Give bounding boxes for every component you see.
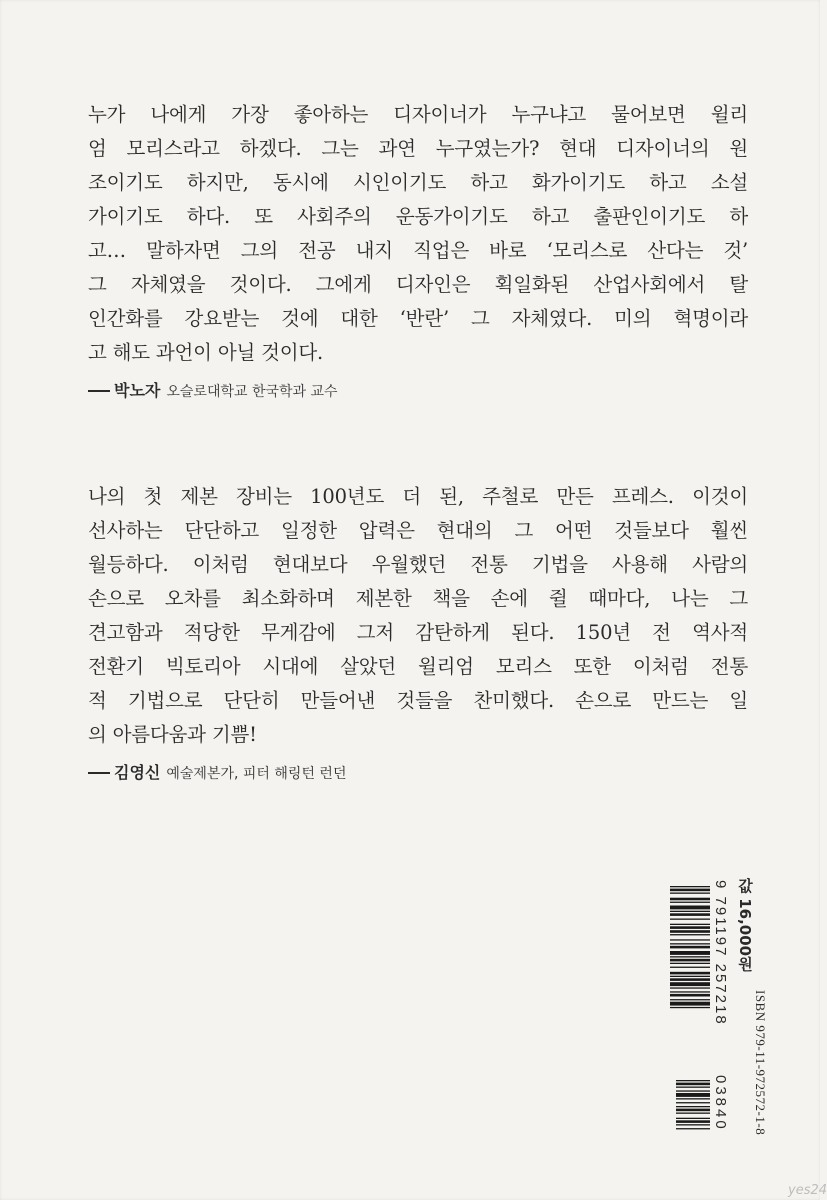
quote-line: 선사하는 단단하고 일정한 압력은 현대의 그 어떤 것들보다 훨씬 xyxy=(88,519,748,542)
author-name: 김영신 xyxy=(114,763,161,782)
quote-line: 인간화를 강요받는 것에 대한 ‘반란’ 그 자체였다. 미의 혁명이라 xyxy=(88,307,748,330)
barcode-digits: 9 791197 257218 xyxy=(712,880,729,1026)
quote-line: 전환기 빅토리아 시대에 살았던 윌리엄 모리스 또한 이처럼 전통 xyxy=(88,655,748,678)
quote-attribution xyxy=(88,762,748,785)
quote-attribution xyxy=(88,380,748,403)
quote-line: 가이기도 하다. 또 사회주의 운동가이기도 하고 출판인이기도 하 xyxy=(88,205,748,228)
blurb-quote-kim-youngshin xyxy=(88,480,748,785)
price-label: 값 16,000원 xyxy=(736,878,754,972)
quote-line: 월등하다. 이처럼 현대보다 우월했던 전통 기법을 사용해 사람의 xyxy=(88,553,748,576)
watermark-logo: yes24 xyxy=(788,1183,827,1198)
quote-line: 엄 모리스라고 하겠다. 그는 과연 누구였는가? 현대 디자이너의 원 xyxy=(88,137,748,160)
quote-line: 고… 말하자면 그의 전공 내지 직업은 바로 ‘모리스로 산다는 것’ xyxy=(88,239,748,262)
quote-line: 적 기법으로 단단히 만들어낸 것들을 찬미했다. 손으로 만드는 일 xyxy=(88,689,748,712)
quote-line: 손으로 오차를 최소화하며 제본한 책을 손에 쥘 때마다, 나는 그 xyxy=(88,587,748,610)
barcode-addon-digits: 03840 xyxy=(712,1075,729,1132)
author-role: 예술제본가, 피터 해링턴 런던 xyxy=(166,766,347,782)
author-name: 박노자 xyxy=(114,381,161,400)
isbn-number: ISBN 979-11-972572-1-8 xyxy=(753,990,768,1136)
em-dash xyxy=(88,390,110,392)
quote-line: 견고함과 적당한 무게감에 그저 감탄하게 된다. 150년 전 역사적 xyxy=(88,621,748,644)
blurb-quote-park-noja xyxy=(88,98,748,403)
quote-line: 그 자체였을 것이다. 그에게 디자인은 획일화된 산업사회에서 탈 xyxy=(88,273,748,296)
quote-line: 조이기도 하지만, 동시에 시인이기도 하고 화가이기도 하고 소설 xyxy=(88,171,748,194)
quote-line: 고 해도 과언이 아닐 것이다. xyxy=(88,341,323,364)
em-dash xyxy=(88,772,110,774)
author-role: 오슬로대학교 한국학과 교수 xyxy=(166,384,338,400)
quote-line: 누가 나에게 가장 좋아하는 디자이너가 누구냐고 물어보면 윌리 xyxy=(88,103,748,126)
quote-line: 의 아름다움과 기쁨! xyxy=(88,723,257,746)
quote-line: 나의 첫 제본 장비는 100년도 더 된, 주철로 만든 프레스. 이것이 xyxy=(88,485,748,508)
isbn-barcode xyxy=(670,880,710,1150)
